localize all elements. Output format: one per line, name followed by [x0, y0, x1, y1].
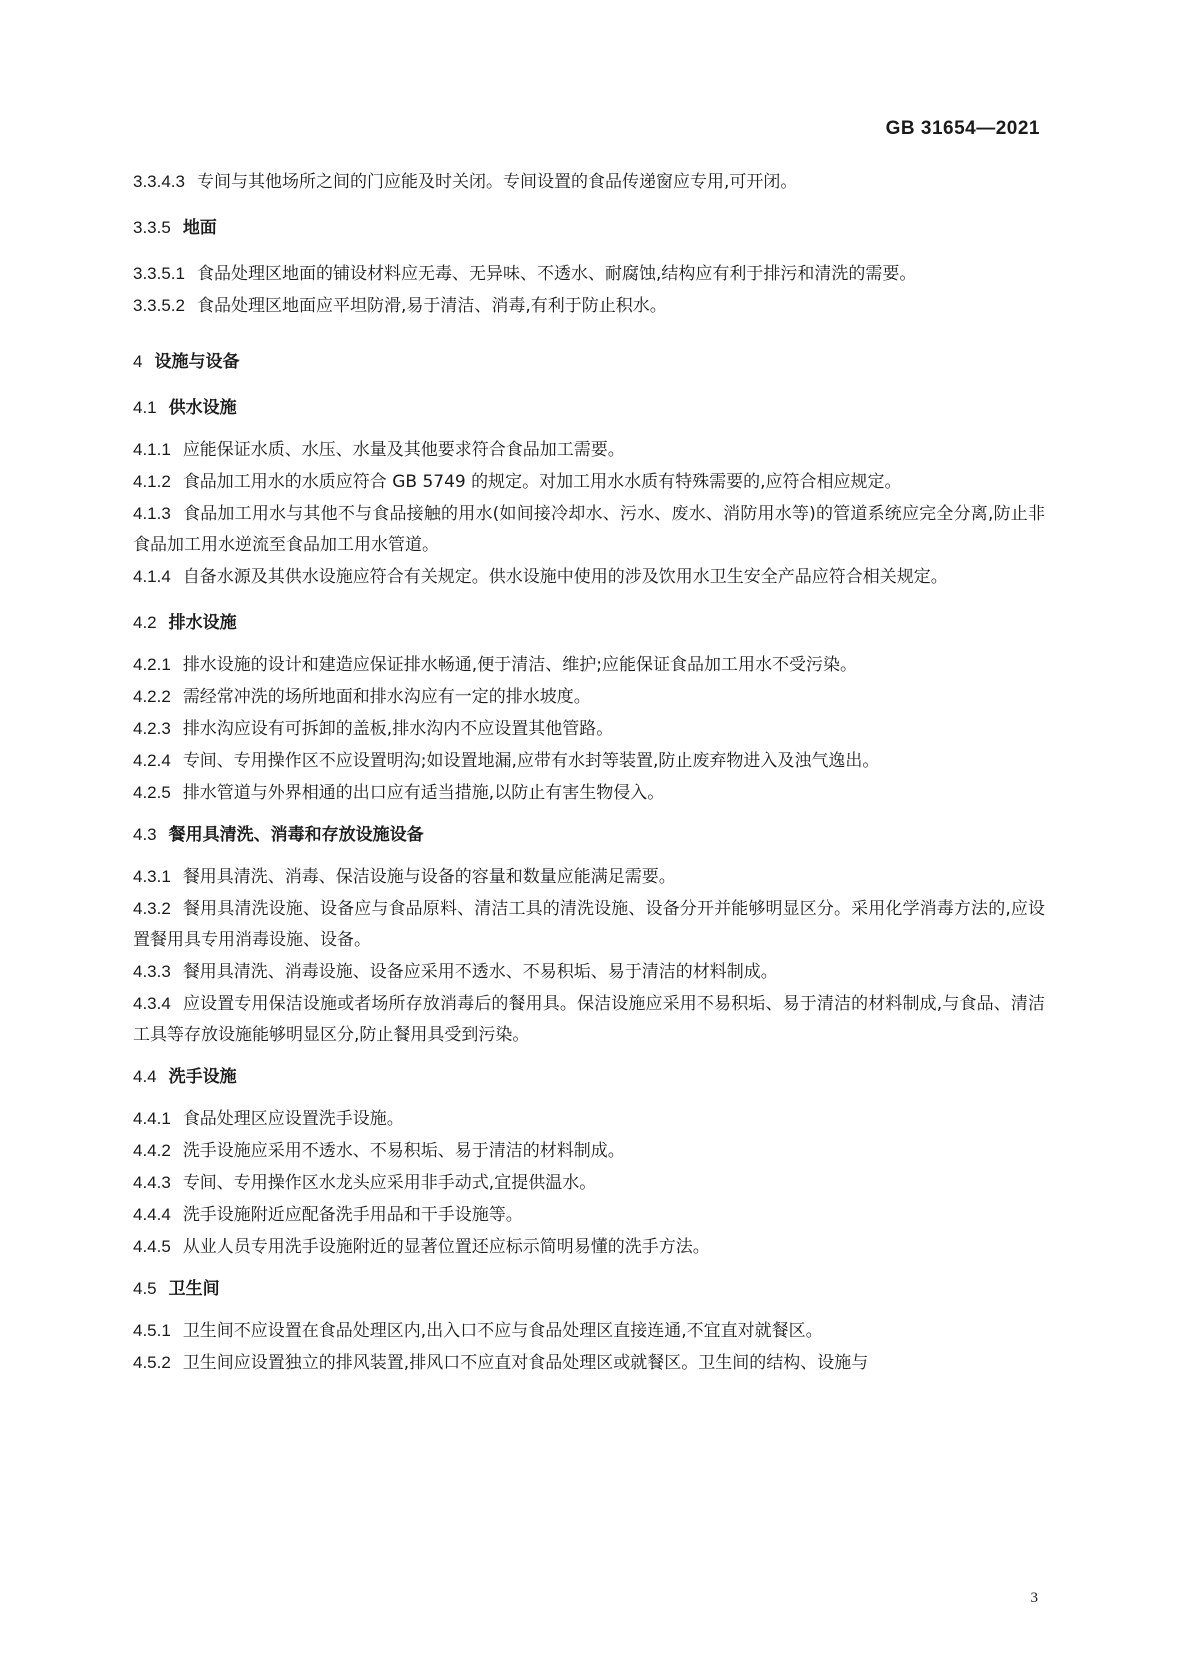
clause-text: 应设置专用保洁设施或者场所存放消毒后的餐用具。保洁设施应采用不易积垢、易于清洁的材料制成,与食品、清洁工具等存放设施能够明显区分,防止餐用具受到污染。	[133, 994, 1045, 1045]
clause-4-4-5	[133, 1231, 1045, 1263]
clause-4-3-1	[133, 861, 1045, 893]
heading-number: 3.3.5	[133, 218, 171, 237]
heading-number: 4.3	[133, 825, 157, 844]
clause-number: 4.4.1	[133, 1109, 171, 1128]
clause-4-4-1	[133, 1103, 1045, 1135]
clause-number: 4.4.4	[133, 1205, 171, 1224]
clause-4-1-4	[133, 561, 1045, 593]
clause-text: 排水设施的设计和建造应保证排水畅通,便于清洁、维护;应能保证食品加工用水不受污染。	[182, 655, 857, 675]
heading-4-2	[133, 607, 1045, 639]
clause-text: 食品处理区应设置洗手设施。	[182, 1109, 404, 1129]
heading-text: 洗手设施	[168, 1067, 237, 1087]
clause-text: 应能保证水质、水压、水量及其他要求符合食品加工需要。	[182, 440, 625, 460]
heading-text: 地面	[182, 218, 217, 238]
heading-text: 卫生间	[168, 1279, 220, 1299]
clause-text: 餐用具清洗设施、设备应与食品原料、清洁工具的清洗设施、设备分开并能够明显区分。采用化学消毒方法的,应设置餐用具专用消毒设施、设备。	[133, 899, 1045, 950]
heading-number: 4.4	[133, 1067, 157, 1086]
clause-number: 3.3.5.2	[133, 296, 185, 315]
heading-4-5	[133, 1273, 1045, 1305]
clause-number: 4.3.4	[133, 994, 171, 1013]
clause-4-3-4	[133, 988, 1045, 1051]
clause-4-1-3	[133, 498, 1045, 561]
clause-text: 卫生间应设置独立的排风装置,排风口不应直对食品处理区或就餐区。卫生间的结构、设施与	[182, 1353, 869, 1373]
clause-number: 4.2.1	[133, 655, 171, 674]
clause-number: 4.4.5	[133, 1237, 171, 1256]
clause-text: 洗手设施应采用不透水、不易积垢、易于清洁的材料制成。	[182, 1141, 625, 1161]
heading-number: 4.2	[133, 613, 157, 632]
clause-4-3-2	[133, 893, 1045, 956]
heading-text: 排水设施	[168, 613, 237, 633]
heading-3-3-5	[133, 212, 1045, 244]
page-number: 3	[1030, 1590, 1038, 1606]
clause-4-4-3	[133, 1167, 1045, 1199]
heading-4	[133, 346, 1045, 378]
clause-number: 4.2.4	[133, 751, 171, 770]
clause-4-1-1	[133, 434, 1045, 466]
clause-text: 专间与其他场所之间的门应能及时关闭。专间设置的食品传递窗应专用,可开闭。	[197, 172, 798, 192]
clause-3-3-5-1	[133, 258, 1045, 290]
clause-number: 4.3.1	[133, 867, 171, 886]
clause-number: 4.5.2	[133, 1353, 171, 1372]
clause-3-3-5-2	[133, 290, 1045, 322]
clause-number: 4.1.3	[133, 504, 171, 523]
clause-4-2-5	[133, 777, 1045, 809]
clause-4-4-4	[133, 1199, 1045, 1231]
clause-number: 3.3.4.3	[133, 172, 185, 191]
clause-4-2-1	[133, 649, 1045, 681]
clause-text: 排水沟应设有可拆卸的盖板,排水沟内不应设置其他管路。	[182, 719, 614, 739]
clause-text: 自备水源及其供水设施应符合有关规定。供水设施中使用的涉及饮用水卫生安全产品应符合相关规定。	[182, 567, 948, 587]
clause-number: 4.3.3	[133, 962, 171, 981]
clause-number: 4.4.2	[133, 1141, 171, 1160]
clause-text: 排水管道与外界相通的出口应有适当措施,以防止有害生物侵入。	[182, 783, 665, 803]
heading-number: 4.1	[133, 398, 157, 417]
clause-text: 专间、专用操作区水龙头应采用非手动式,宜提供温水。	[182, 1173, 597, 1193]
clause-text: 餐用具清洗、消毒、保洁设施与设备的容量和数量应能满足需要。	[182, 867, 676, 887]
clause-text: 卫生间不应设置在食品处理区内,出入口不应与食品处理区直接连通,不宜直对就餐区。	[182, 1321, 823, 1341]
clause-number: 4.2.3	[133, 719, 171, 738]
clause-text: 食品加工用水的水质应符合 GB 5749 的规定。对加工用水水质有特殊需要的,应符合相应规定。	[182, 472, 902, 492]
clause-text: 餐用具清洗、消毒设施、设备应采用不透水、不易积垢、易于清洁的材料制成。	[182, 962, 778, 982]
clause-4-2-4	[133, 745, 1045, 777]
clause-text: 食品处理区地面的铺设材料应无毒、无异味、不透水、耐腐蚀,结构应有利于排污和清洗的需要。	[197, 264, 917, 284]
heading-4-4	[133, 1061, 1045, 1093]
heading-number: 4.5	[133, 1279, 157, 1298]
clause-number: 4.2.5	[133, 783, 171, 802]
heading-4-1	[133, 392, 1045, 424]
clause-number: 3.3.5.1	[133, 264, 185, 283]
heading-4-3	[133, 819, 1045, 851]
clause-4-2-2	[133, 681, 1045, 713]
heading-text: 设施与设备	[154, 352, 240, 372]
clause-text: 需经常冲洗的场所地面和排水沟应有一定的排水坡度。	[182, 687, 591, 707]
clause-text: 食品处理区地面应平坦防滑,易于清洁、消毒,有利于防止积水。	[197, 296, 667, 316]
clause-number: 4.4.3	[133, 1173, 171, 1192]
clause-4-4-2	[133, 1135, 1045, 1167]
clause-4-5-1	[133, 1315, 1045, 1347]
clause-number: 4.2.2	[133, 687, 171, 706]
heading-text: 餐用具清洗、消毒和存放设施设备	[168, 825, 424, 845]
heading-text: 供水设施	[168, 398, 237, 418]
clause-number: 4.1.2	[133, 472, 171, 491]
clause-number: 4.1.1	[133, 440, 171, 459]
standard-number: GB 31654—2021	[885, 118, 1040, 139]
clause-text: 洗手设施附近应配备洗手用品和干手设施等。	[182, 1205, 523, 1225]
clause-text: 专间、专用操作区不应设置明沟;如设置地漏,应带有水封等装置,防止废弃物进入及浊气逸出。	[182, 751, 880, 771]
clause-4-1-2	[133, 466, 1045, 498]
clause-number: 4.5.1	[133, 1321, 171, 1340]
clause-4-5-2	[133, 1347, 1045, 1379]
clause-number: 4.3.2	[133, 899, 171, 918]
document-body	[133, 166, 1045, 1379]
clause-text: 食品加工用水与其他不与食品接触的用水(如间接冷却水、污水、废水、消防用水等)的管道系统应完全分离,防止非食品加工用水逆流至食品加工用水管道。	[133, 504, 1045, 555]
clause-4-2-3	[133, 713, 1045, 745]
clause-3-3-4-3	[133, 166, 1045, 198]
clause-number: 4.1.4	[133, 567, 171, 586]
clause-text: 从业人员专用洗手设施附近的显著位置还应标示简明易懂的洗手方法。	[182, 1237, 710, 1257]
heading-number: 4	[133, 352, 143, 371]
clause-4-3-3	[133, 956, 1045, 988]
